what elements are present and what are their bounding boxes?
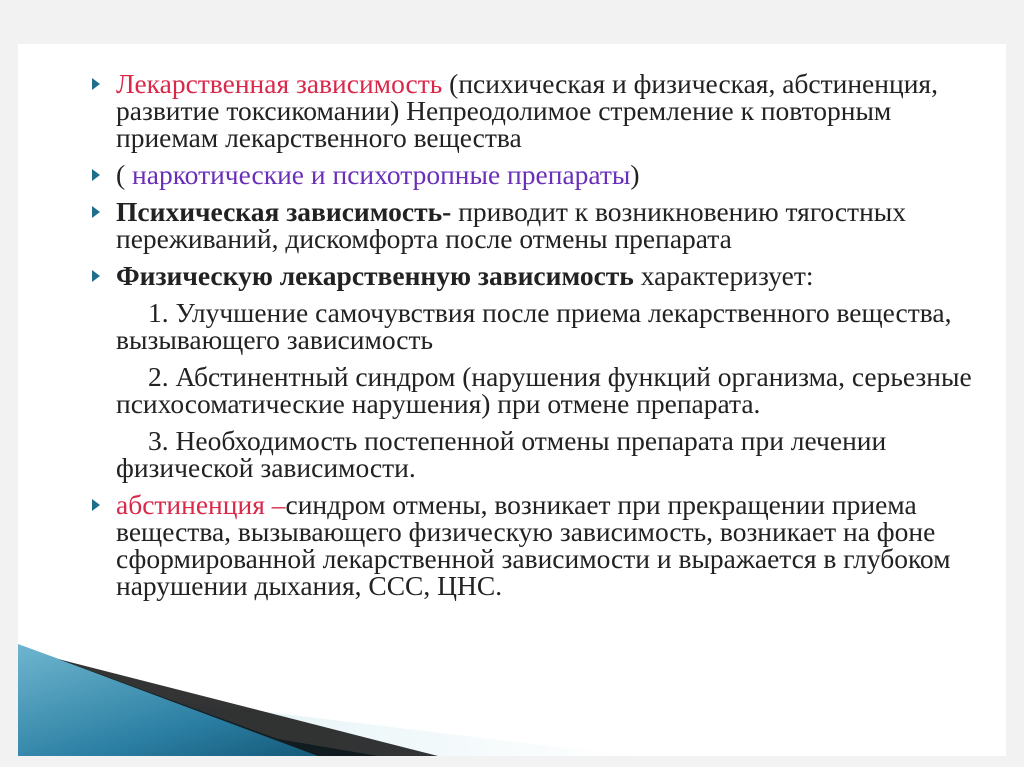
bullet-arrow-icon [92, 169, 100, 181]
bullet-arrow-icon [92, 270, 100, 282]
numbered-item-text: 3. Необходимость постепенной отмены препарата при лечении физической зависимости. [116, 425, 887, 483]
bullet-drug-types [92, 161, 972, 188]
numbered-item-3 [92, 427, 972, 481]
bullet-drug-dependence [92, 70, 972, 151]
numbered-item-text: 1. Улучшение самочувствия после приема лекарственного вещества, вызывающего зависимость [116, 297, 952, 355]
bullet-arrow-icon [92, 499, 100, 511]
numbered-item-1 [92, 299, 972, 353]
bullet-3-text: приводит к возникновению тягостных переживаний, дискомфорта после отмены препарата [116, 196, 907, 254]
bullet-2-highlight: наркотические и психотропные препараты [132, 159, 631, 190]
bullet-2-suffix: ) [630, 159, 640, 190]
bullet-abstinence [92, 491, 972, 599]
bullet-psychic-dependence [92, 198, 972, 252]
numbered-item-text: 2. Абстинентный синдром (нарушения функций организма, серьезные психосоматические нарушения) при отмене препарата. [116, 361, 972, 419]
bullet-1-highlight: Лекарственная зависимость [116, 68, 443, 99]
bullet-5-highlight: абстиненция – [116, 489, 286, 520]
bullet-4-bold: Физическую лекарственную зависимость [116, 260, 634, 291]
bullet-physical-dependence [92, 262, 972, 289]
bullet-3-bold: Психическая зависимость- [116, 196, 452, 227]
bullet-arrow-icon [92, 78, 100, 90]
bullet-1-text: (психическая и физическая, абстиненция, развитие токсикомании) Непреодолимое стремление к повторным приемам лекарственного вещества [116, 68, 938, 153]
bullet-4-text: характеризует: [633, 260, 814, 291]
bullet-2-prefix: ( [116, 159, 133, 190]
swoosh-light [18, 684, 638, 756]
numbered-item-2 [92, 363, 972, 417]
slide [18, 44, 1006, 756]
swoosh-dark [58, 659, 438, 756]
bullet-5-text: синдром отмены, возникает при прекращении приема вещества, вызывающего физическую зависимость, возникает на фоне сформированной лекарственной зависимости и выражается в глубоком нарушении дыхания, ССС, ЦНС. [116, 489, 951, 601]
swoosh-blue [18, 644, 378, 756]
slide-body [92, 70, 972, 609]
bullet-arrow-icon [92, 206, 100, 218]
